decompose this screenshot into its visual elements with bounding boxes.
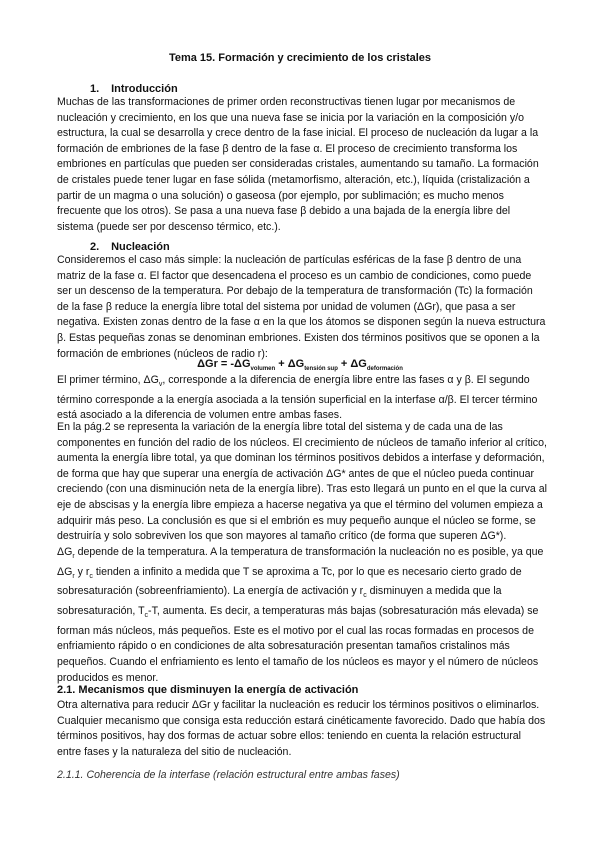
paragraph-mecanismos: Otra alternativa para reducir ΔGr y facilitar la nucleación es reducir los términos positivos o eliminarlos. Cualquier mecanismo que consiga esta reducción estará cinéticamente favorecido. Dado que había dos términos positivos, hay dos formas de actuar sobre ellos: teniendo en cuenta la relación estructural entre fases y la naturaleza del sitio de nucleación. bbox=[57, 699, 546, 758]
paragraph-introduccion: Muchas de las transformaciones de primer orden reconstructivas tienen lugar por mecanismos de nucleación y crecimiento, en los que una nueva fase se inicia por la variación en la composición y/o estructura, la cual se desarrolla y crece dentro de la fase inicial. El proceso de nucleación da lugar a la formación de embriones de la fase β dentro de la fase α. El proceso de crecimiento transforma los embriones en partículas que pueden ser consideradas cristales, aumentando su tamaño. La formación de cristales puede tener lugar en fase sólida (metamorfismo, alteración, etc.), líquida (cristalización a partir de un magma o una solución) o gaseosa (por ejemplo, por sublimación; es mucho menos frecuente que los otros). Se pasa a una nueva fase β debido a una bajada de la energía libre del sistema (puede ser por descenso térmico, etc.). bbox=[57, 96, 539, 233]
section-heading-nucleacion bbox=[90, 241, 170, 253]
paragraph-nucleacion-4: $\Delta G_r$ depende de la temperatura. A la temperatura de transformación la nucleación no es posible, ya que $\Delta G_r$ y $r_c$ tienden a infinito a medida que T se aproxima a Tc, por lo que es necesario cierto grado de sobresaturación (sobreenfriamiento). La energía de activación y $r_c$ disminuyen a medida que la sobresaturación, $T_c-T$, aumenta. Es decir, a temperaturas más bajas (sobresaturación más elevada) se forman más núcleos, más pequeños. Este es el motivo por el cual las rocas formadas en procesos de enfriamiento rápido o en condiciones de alta sobresaturación presentan tamaños cristalinos más pequeños. Cuando el enfriamiento es lento el tamaño de los núcleos es mayor y el número de núcleos producidos es menor. bbox=[57, 546, 544, 684]
subsection-heading-mecanismos: 2.1. Mecanismos que disminuyen la energía de activación bbox=[57, 684, 359, 696]
section-title: Nucleación bbox=[111, 241, 170, 253]
section-number: 2. bbox=[90, 241, 100, 253]
section-heading-introduccion bbox=[90, 83, 178, 95]
paragraph-nucleacion-1: Consideremos el caso más simple: la nucleación de partículas esféricas de la fase β dentro de una matriz de la fase α. El factor que desencadena el proceso es un cambio de condiciones, como puede ser un descenso de la temperatura. Por debajo de la temperatura de transformación (Tc) la formación de la fase β reduce la energía libre total del sistema por unidad de volumen (ΔGr), que pasa a ser negativa. Existen zonas dentro de la fase α en la que los átomos se disponen según la nueva estructura β. Estas pequeñas zonas se denominan embriones. Existen dos términos positivos que se oponen a la formación de embriones (núcleos de radio r): bbox=[57, 254, 546, 360]
document-title: Tema 15. Formación y crecimiento de los cristales bbox=[168, 52, 432, 64]
paragraph-nucleacion-2: El primer término, $\Delta G_v$, corresponde a la diferencia de energía libre entre las fases α y β. El segundo término corresponde a la energía asociada a la tensión superficial en la interfase α/β. El tercer término está asociado a la diferencia de volumen entre ambas fases. bbox=[57, 374, 538, 422]
energy-formula: $\Delta Gr = -\Delta G_{volumen} + \Delta G_{tensión sup} + \Delta G_{deformación}$ bbox=[197, 358, 403, 373]
section-title: Introducción bbox=[111, 83, 178, 95]
section-number: 1. bbox=[90, 83, 100, 95]
paragraph-nucleacion-3: En la pág.2 se representa la variación de la energía libre total del sistema y de cada una de las componentes en función del radio de los núcleos. El crecimiento de núcleos de tamaño inferior al crítico, aumenta la energía libre total, ya que dominan los términos positivos debidos a interfase y deformación, de forma que hay que superar una energía de activación ΔG* antes de que el núcleo pueda continuar creciendo (con una disminución neta de la energía libre). Tras esto llegará un punto en el que la curva al eje de abscisas y la energía libre empieza a hacerse negativa ya que el término del volumen empieza a adquirir más peso. La conclusión es que si el embrión es muy pequeño aunque el núcleo se forme, se destruiría y solo sobreviven los que son mayores al tamaño crítico (de forma que superen ΔG*). bbox=[57, 421, 547, 543]
subsubsection-heading-coherencia: 2.1.1. Coherencia de la interfase (relación estructural entre ambas fases) bbox=[57, 769, 400, 781]
